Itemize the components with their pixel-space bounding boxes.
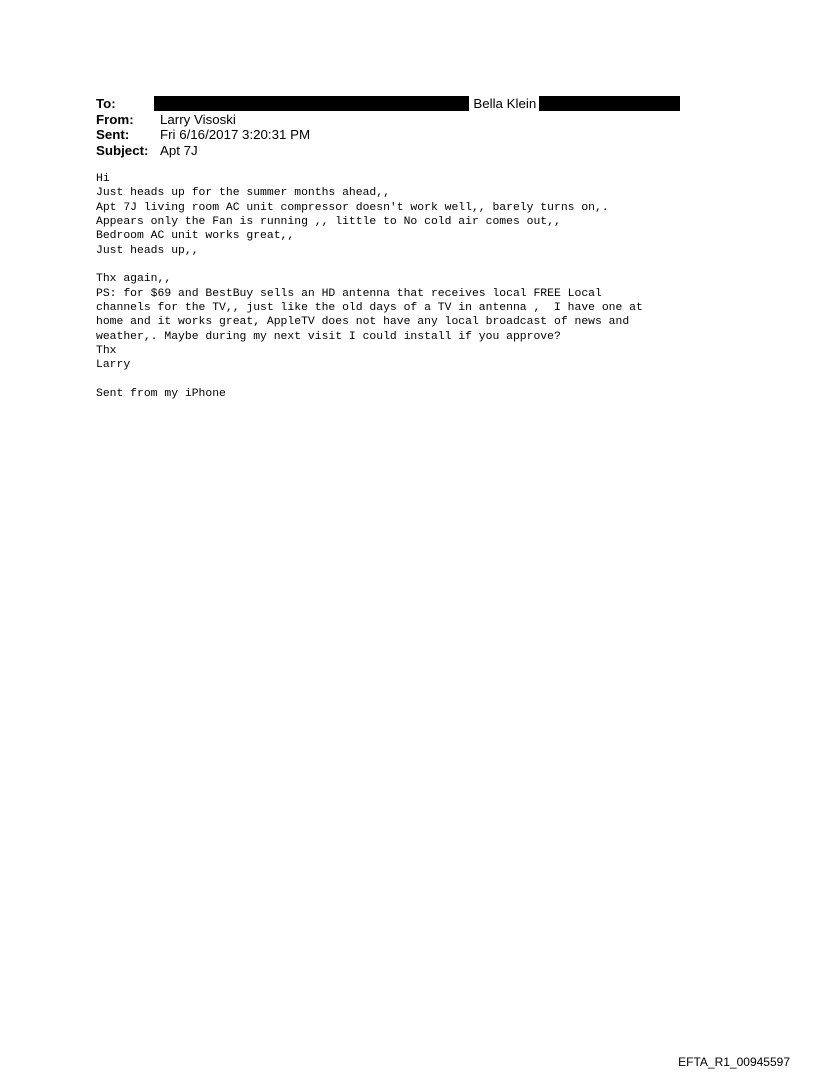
subject-label: Subject: [96,142,149,158]
body-line: Bedroom AC unit works great,, [96,230,295,243]
body-line: home and it works great, AppleTV does not have any local broadcast of news and [96,316,630,329]
body-line: Sent from my iPhone [96,388,226,401]
from-label: From: [96,111,134,127]
body-line: weather,. Maybe during my next visit I could install if you approve? [96,330,561,343]
body-line: Larry [96,359,131,372]
email-body [96,172,643,402]
body-line: Just heads up for the summer months ahead,, [96,187,390,200]
subject-value: Apt 7J [160,142,198,158]
body-line [96,258,643,272]
sent-value: Fri 6/16/2017 3:20:31 PM [160,127,311,142]
body-line: Appears only the Fan is running ,, little to No cold air comes out,, [96,216,561,229]
redaction-bar [154,96,469,111]
body-line: Apt 7J living room AC unit compressor doesn't work well,, barely turns on,. [96,201,609,214]
body-line: Thx again,, [96,273,172,286]
body-line [96,373,643,387]
body-line: Just heads up,, [96,244,199,257]
to-label: To: [96,96,116,111]
body-line: PS: for $69 and BestBuy sells an HD antenna that receives local FREE Local [96,287,602,300]
from-value: Larry Visoski [160,111,236,127]
body-line: Thx [96,345,117,358]
redaction-bar [539,96,680,111]
document-id: EFTA_R1_00945597 [678,1055,790,1069]
to-recipient-text: ; Bella Klein [466,96,537,111]
sent-label: Sent: [96,127,130,142]
body-line: channels for the TV,, just like the old days of a TV in antenna , I have one at [96,302,643,315]
body-line: Hi [96,173,110,185]
